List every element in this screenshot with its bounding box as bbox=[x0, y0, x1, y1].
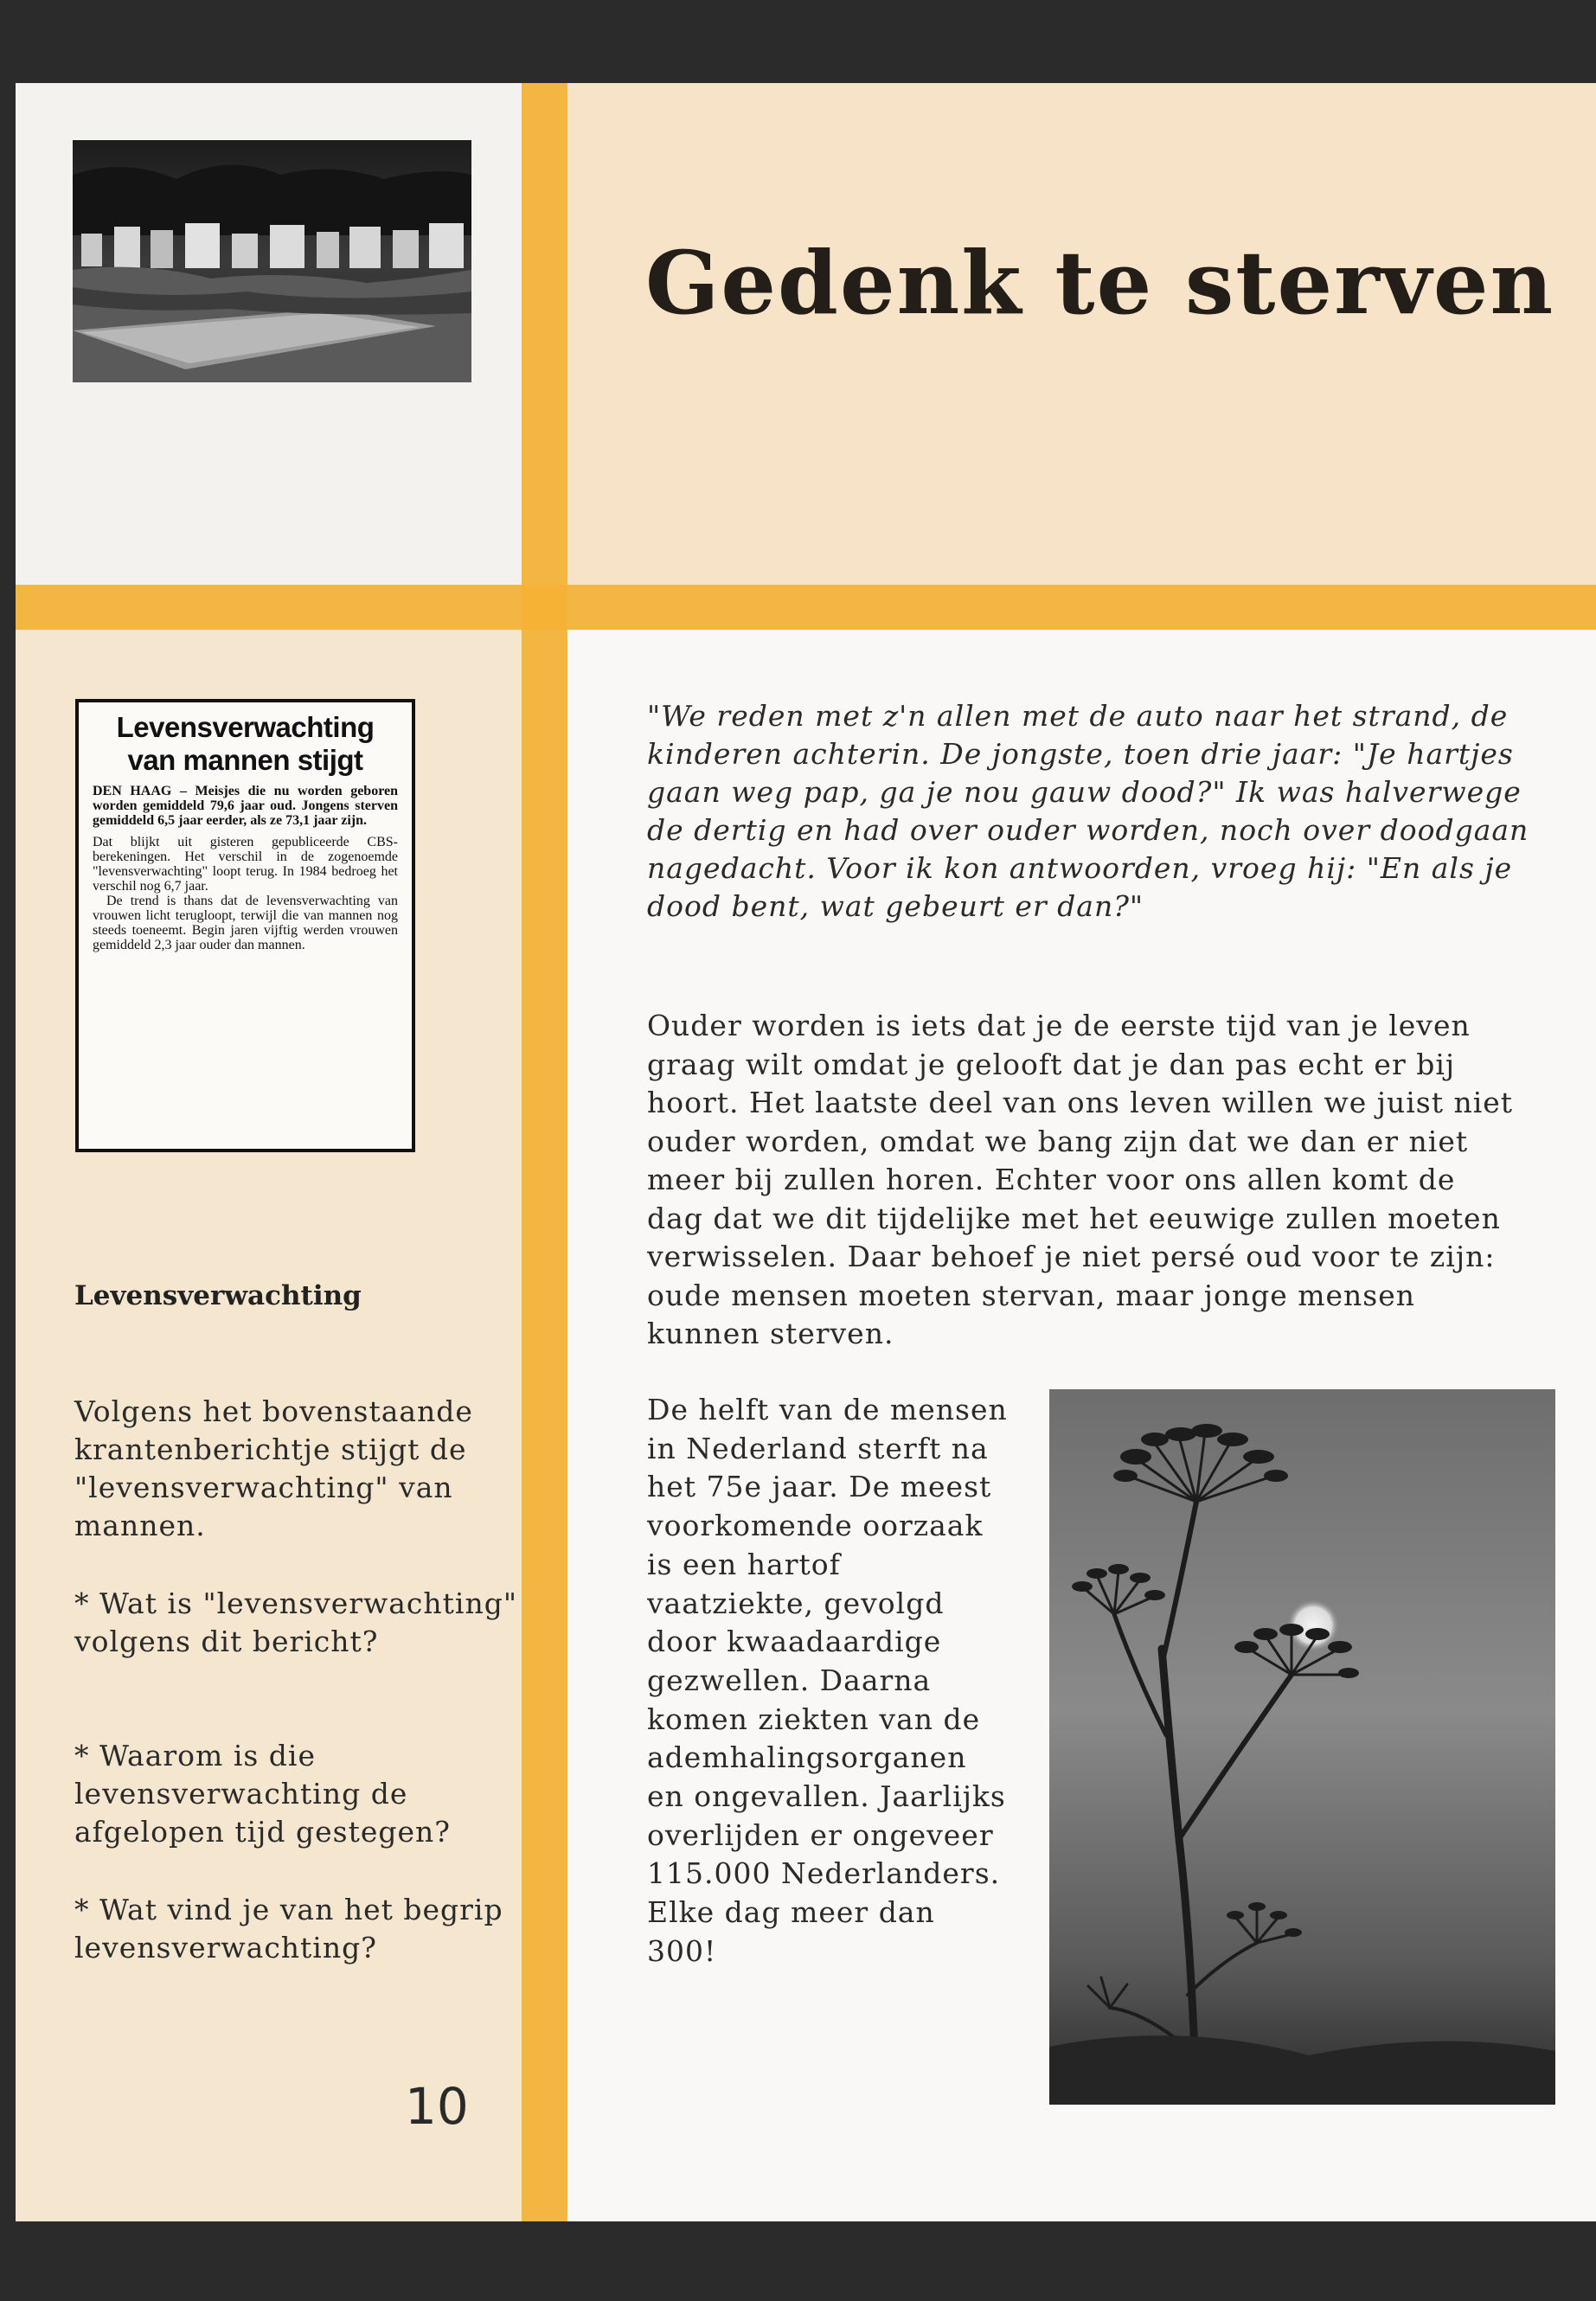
page-number: 10 bbox=[405, 2077, 469, 2136]
sidebar-question-1: * Wat is "levensverwachting" volgens dit bericht? bbox=[74, 1586, 518, 1658]
sidebar-heading: Levensverwachting bbox=[74, 1280, 362, 1311]
clipping-headline: Levensverwachting van mannen stijgt bbox=[116, 711, 375, 776]
sidebar-intro: Volgens het bovenstaande krantenberichtje stijgt de "levensverwachting" van mannen. bbox=[74, 1394, 473, 1542]
newspaper-clipping bbox=[75, 699, 415, 1152]
sidebar-question-3: * Wat vind je van het begrip levensverwachting? bbox=[74, 1893, 503, 1965]
body-paragraph: De helft van de mensen in Nederland sterft na het 75e jaar. De meest voorkomende oorzaak is een hartof vaatziekte, gevolgd door kwaadaardige gezwellen. Daarna komen ziekten van de ademhalingsorganen en ongevallen. Jaarlijks overlijden er ongeveer 115.000 Nederlanders. Elke dag meer dan 300! bbox=[647, 1393, 1008, 1968]
body-paragraph: Ouder worden is iets dat je de eerste tijd van je leven graag wilt omdat je gelooft dat je dan pas echt er bij hoort. Het laatste deel van ons leven willen we juist niet ouder worden, omdat we bang zijn dat we dan er niet meer bij zullen horen. Echter voor ons allen komt de dag dat we dit tijdelijke met het eeuwige zullen moeten verwisselen. Daar behoef je niet persé oud voor te zijn: oude mensen moeten stervan, maar jonge mensen kunnen sterven. bbox=[647, 1009, 1514, 1350]
page bbox=[16, 83, 1596, 2221]
title-panel bbox=[567, 83, 1596, 585]
page-title: Gedenk te sterven bbox=[645, 232, 1555, 334]
vertical-band bbox=[522, 83, 567, 2221]
clipping-paragraph: Dat blijkt uit gisteren gepubliceerde CBS-berekeningen. Het verschil in de zogenoemde "levensverwachting" loopt terug. In 1984 bedroeg het verschil nog 6,7 jaar. bbox=[93, 835, 398, 894]
horizontal-band bbox=[16, 585, 1596, 630]
clipping-lead: DEN HAAG – Meisjes die nu worden geboren worden gemiddeld 79,6 jaar oud. Jongens sterven gemiddeld 6,5 jaar eerder, als ze 73,1 jaar zijn. bbox=[93, 784, 398, 828]
quote-text: "We reden met z'n allen met de auto naar het strand, de kinderen achterin. De jongste, toen drie jaar: "Je hartjes gaan weg pap, ga je nou gauw dood?" Ik was halverwege de dertig en had over ouder worden, noch over doodgaan nagedacht. Voor ik kon antwoorden, vroeg hij: "En als je dood bent, wat gebeurt er dan?" bbox=[647, 699, 1529, 923]
cemetery-photo bbox=[73, 140, 471, 382]
sidebar-question-2: * Waarom is die levensverwachting de afgelopen tijd gestegen? bbox=[74, 1739, 452, 1849]
clipping-paragraph: De trend is thans dat de levensverwachting van vrouwen licht terugloopt, terwijl die van mannen nog steeds toeneemt. Begin jaren vijftig werden vrouwen gemiddeld 2,3 jaar ouder dan mannen. bbox=[93, 894, 398, 952]
plant-silhouette-photo bbox=[1049, 1389, 1555, 2105]
band-crossing bbox=[522, 585, 567, 630]
